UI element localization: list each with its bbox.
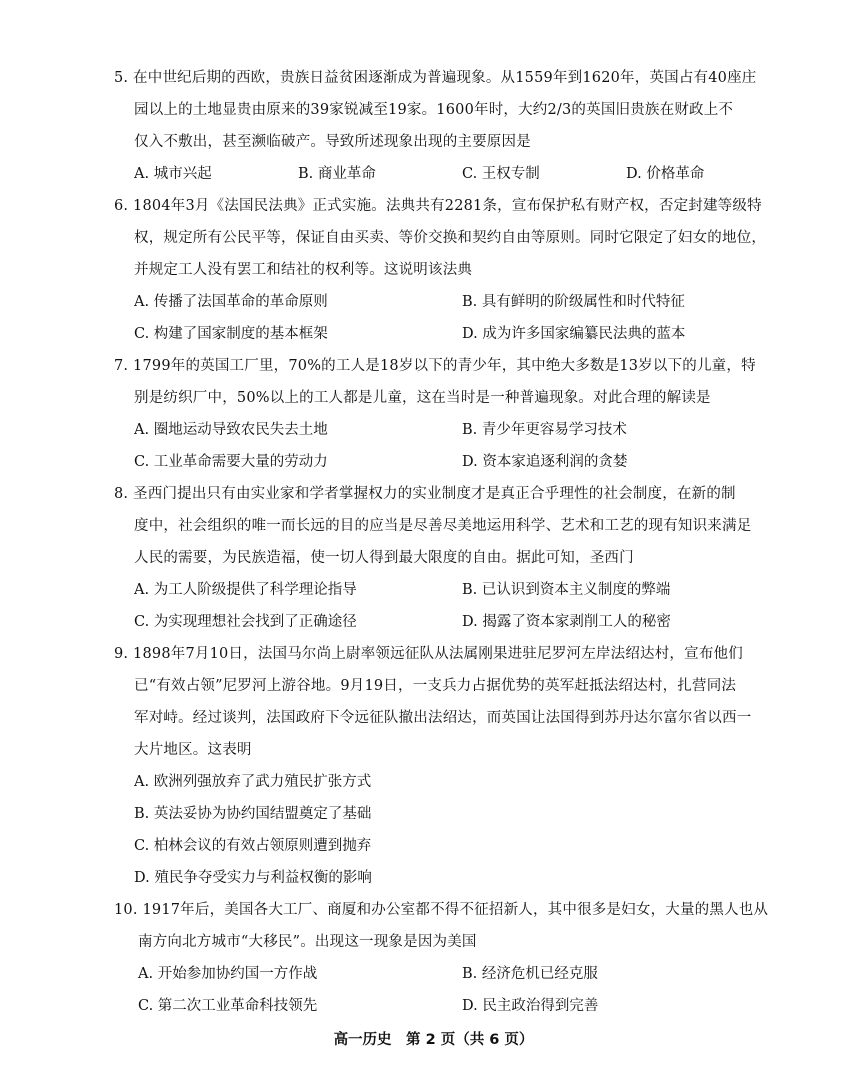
question-text-line: 度中，社会组织的唯一而长远的目的应当是尽善尽美地运用科学、艺术和工艺的现有知识来满足: [134, 518, 752, 534]
option-c[interactable]: C. 为实现理想社会找到了正确途径: [134, 614, 357, 630]
option-d[interactable]: D. 价格革命: [626, 166, 705, 182]
question-text-line: 南方向北方城市“大移民”。出现这一现象是因为美国: [138, 934, 477, 950]
question-text-line: 人民的需要，为民族造福，使一切人得到最大限度的自由。据此可知，圣西门: [134, 550, 634, 566]
option-d[interactable]: D. 殖民争夺受实力与利益权衡的影响: [134, 870, 372, 886]
option-a[interactable]: A. 圈地运动导致农民失去土地: [134, 422, 328, 438]
question-text-line: 已“有效占领”尼罗河上游谷地。9月19日，一支兵力占据优势的英军赶抵法绍达村，扎营同法: [134, 678, 737, 694]
option-a[interactable]: A. 城市兴起: [134, 166, 212, 182]
question-text-line: 军对峙。经过谈判，法国政府下令远征队撤出法绍达，而英国让法国得到苏丹达尔富尔省以西一: [134, 710, 752, 726]
question-text-line: 6. 1804年3月《法国民法典》正式实施。法典共有2281条，宣布保护私有财产权，否定封建等级特: [114, 198, 762, 214]
question-text-line: 大片地区。这表明: [134, 742, 252, 758]
option-c[interactable]: C. 柏林会议的有效占领原则遭到抛弃: [134, 838, 372, 854]
option-d[interactable]: D. 成为许多国家编纂民法典的蓝本: [462, 326, 686, 342]
option-c[interactable]: C. 王权专制: [462, 166, 540, 182]
option-a[interactable]: A. 开始参加协约国一方作战: [138, 966, 318, 982]
option-b[interactable]: B. 具有鲜明的阶级属性和时代特征: [462, 294, 685, 310]
question-text-line: 10. 1917年后，美国各大工厂、商厦和办公室都不得不征招新人，其中很多是妇女，大量的黑人也从: [114, 902, 769, 918]
option-b[interactable]: B. 青少年更容易学习技术: [462, 422, 627, 438]
question-text-line: 并规定工人没有罢工和结社的权利等。这说明该法典: [134, 262, 473, 278]
question-text-line: 园以上的土地显贵由原来的39家锐减至19家。1600年时，大约2/3的英国旧贵族在财政上不: [134, 102, 734, 118]
option-c[interactable]: C. 工业革命需要大量的劳动力: [134, 454, 328, 470]
option-d[interactable]: D. 民主政治得到完善: [462, 998, 599, 1014]
option-a[interactable]: A. 传播了法国革命的革命原则: [134, 294, 328, 310]
option-c[interactable]: C. 构建了国家制度的基本框架: [134, 326, 328, 342]
question-text-line: 别是纺织厂中，50%以上的工人都是儿童，这在当时是一种普遍现象。对此合理的解读是: [134, 390, 711, 406]
option-b[interactable]: B. 商业革命: [298, 166, 376, 182]
question-text-line: 权，规定所有公民平等，保证自由买卖、等价交换和契约自由等原则。同时它限定了妇女的地位，: [134, 230, 767, 246]
question-text-line: 8. 圣西门提出只有由实业家和学者掌握权力的实业制度才是真正合乎理性的社会制度，在新的制: [114, 486, 736, 502]
option-b[interactable]: B. 英法妥协为协约国结盟奠定了基础: [134, 806, 372, 822]
option-b[interactable]: B. 已认识到资本主义制度的弊端: [462, 582, 671, 598]
page-footer: 高一历史 第 2 页（共 6 页）: [333, 1032, 534, 1048]
question-text-line: 仅入不敷出，甚至濒临破产。导致所述现象出现的主要原因是: [134, 134, 531, 150]
option-d[interactable]: D. 资本家追逐利润的贪婪: [462, 454, 628, 470]
option-a[interactable]: A. 为工人阶级提供了科学理论指导: [134, 582, 357, 598]
question-text-line: 9. 1898年7月10日，法国马尔尚上尉率领远征队从法属刚果进驻尼罗河左岸法绍达村，宣布他们: [114, 646, 743, 662]
question-text-line: 7. 1799年的英国工厂里，70%的工人是18岁以下的青少年，其中绝大多数是13岁以下的儿童，特: [114, 358, 756, 374]
option-a[interactable]: A. 欧洲列强放弃了武力殖民扩张方式: [134, 774, 372, 790]
option-d[interactable]: D. 揭露了资本家剥削工人的秘密: [462, 614, 671, 630]
option-b[interactable]: B. 经济危机已经克服: [462, 966, 598, 982]
option-c[interactable]: C. 第二次工业革命科技领先: [138, 998, 318, 1014]
question-text-line: 5. 在中世纪后期的西欧，贵族日益贫困逐渐成为普遍现象。从1559年到1620年，英国占有40座庄: [114, 70, 757, 86]
